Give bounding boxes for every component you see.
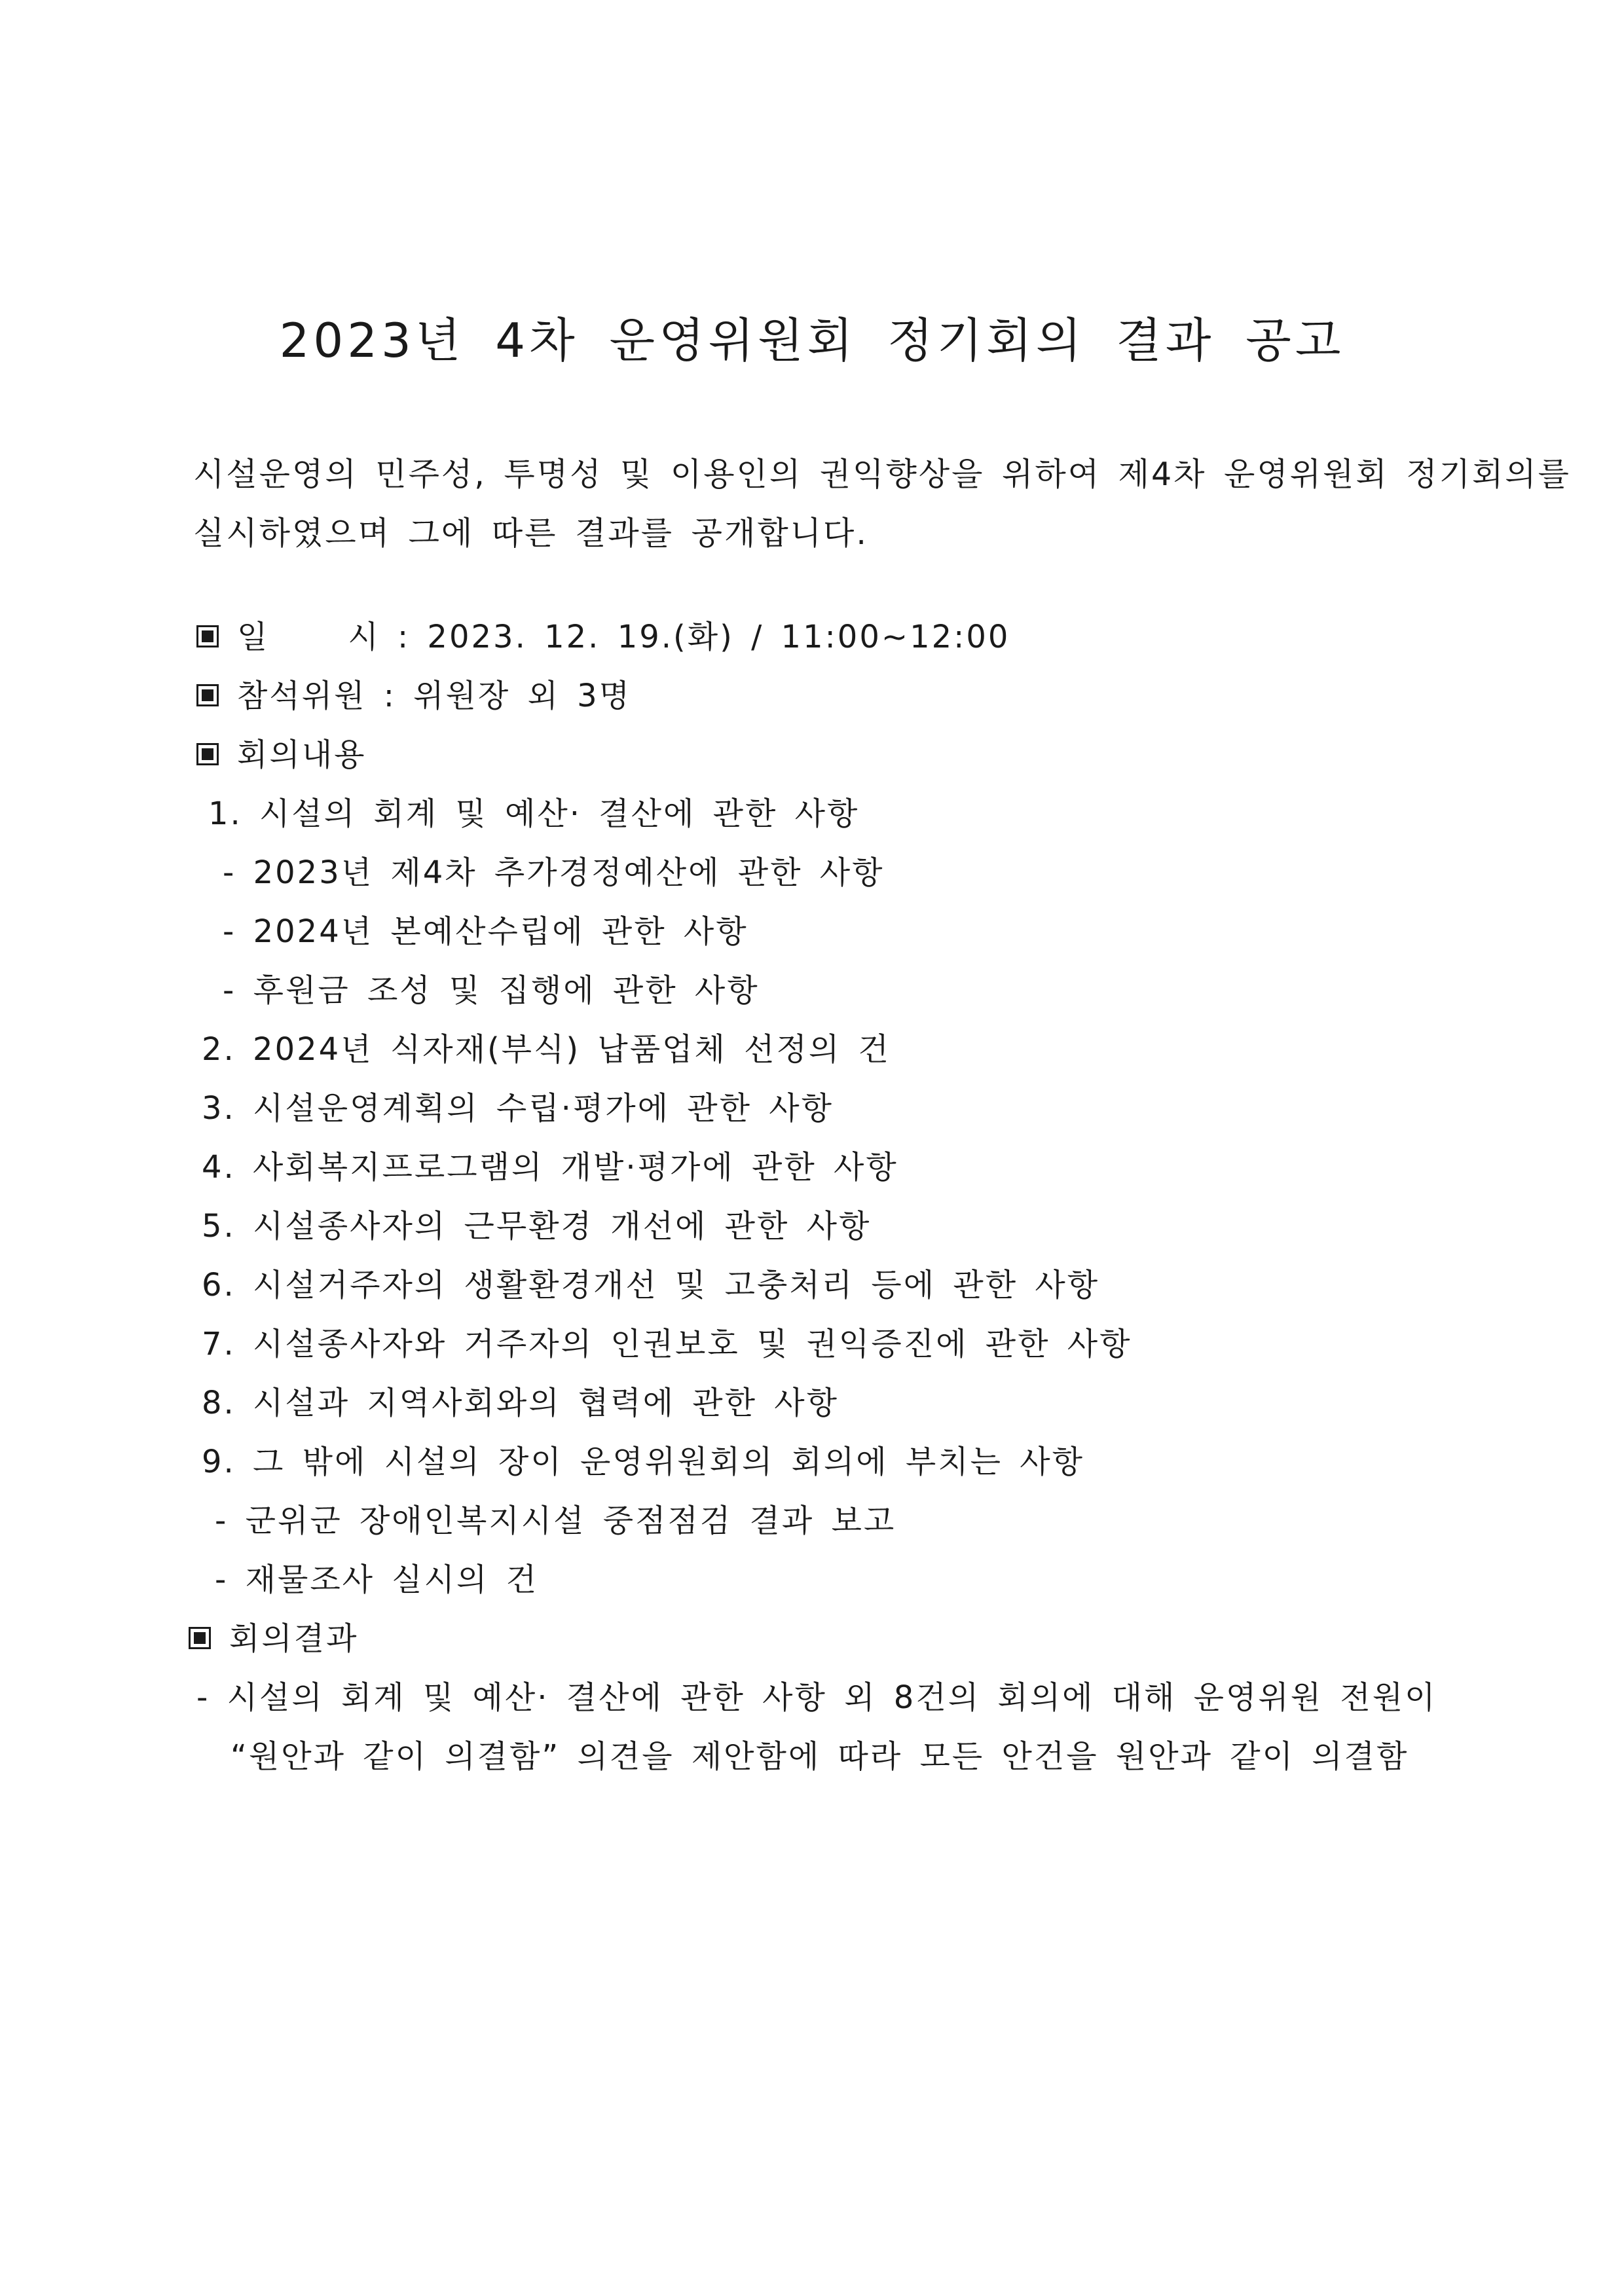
agenda-item: 7. 시설종사자와 거주자의 인권보호 및 권익증진에 관한 사항 [202,1326,1132,1362]
agenda-item: 1. 시설의 회계 및 예산· 결산에 관한 사항 [208,795,860,832]
result-line-1: - 시설의 회계 및 예산· 결산에 관한 사항 외 8건의 회의에 대해 운영위원 전원이 [196,1679,1437,1716]
square-bullet-icon [196,625,219,647]
agenda-subitem: - 2024년 본예산수립에 관한 사항 [223,913,748,950]
intro-line-1: 시설운영의 민주성, 투명성 및 이용인의 권익향상을 위하여 제4차 운영위원회 정기회의를 [193,456,1571,493]
square-bullet-icon [189,1627,211,1649]
attendees-row [196,673,631,719]
agenda-subitem: - 군위군 장애인복지시설 중점점검 결과 보고 [215,1503,896,1539]
result-heading: 회의결과 [229,1620,359,1657]
agenda-item: 3. 시설운영계획의 수립·평가에 관한 사항 [202,1090,834,1127]
agenda-subitem: - 2023년 제4차 추가경정예산에 관한 사항 [223,854,885,891]
agenda-item: 5. 시설종사자의 근무환경 개선에 관한 사항 [202,1208,872,1245]
result-line-2: “원안과 같이 의결함” 의견을 제안함에 따라 모든 안건을 원안과 같이 의결함 [231,1738,1409,1775]
attendees-text: 참석위원 : 위원장 외 3명 [237,678,632,714]
agenda-item: 6. 시설거주자의 생활환경개선 및 고충처리 등에 관한 사항 [202,1267,1100,1303]
date-label-b: 시 : 2023. 12. 19.(화) / 11:00~12:00 [348,619,1010,655]
agenda-item: 2. 2024년 식자재(부식) 납품업체 선정의 건 [202,1031,891,1068]
intro-paragraph [193,445,1571,563]
agenda-item: 8. 시설과 지역사회와의 협력에 관한 사항 [202,1385,839,1421]
square-bullet-icon [196,743,219,765]
document-title: 2023년 4차 운영위원회 정기회의 결과 공고 [279,313,1345,368]
agenda-item: 9. 그 밖에 시설의 장이 운영위원회의 회의에 부치는 사항 [202,1444,1084,1480]
result-heading-row [189,1616,358,1662]
agenda-subitem: - 후원금 조성 및 집행에 관한 사항 [223,972,760,1009]
agenda-item: 4. 사회복지프로그램의 개발·평가에 관한 사항 [202,1149,898,1186]
agenda-heading-row [196,732,366,778]
agenda-heading: 회의내용 [237,737,367,773]
agenda-subitem: - 재물조사 실시의 건 [215,1561,539,1598]
intro-line-2: 실시하였으며 그에 따른 결과를 공개합니다. [193,515,868,552]
meeting-date-row [196,614,1010,660]
date-label-a: 일 [237,619,270,655]
square-bullet-icon [196,684,219,706]
